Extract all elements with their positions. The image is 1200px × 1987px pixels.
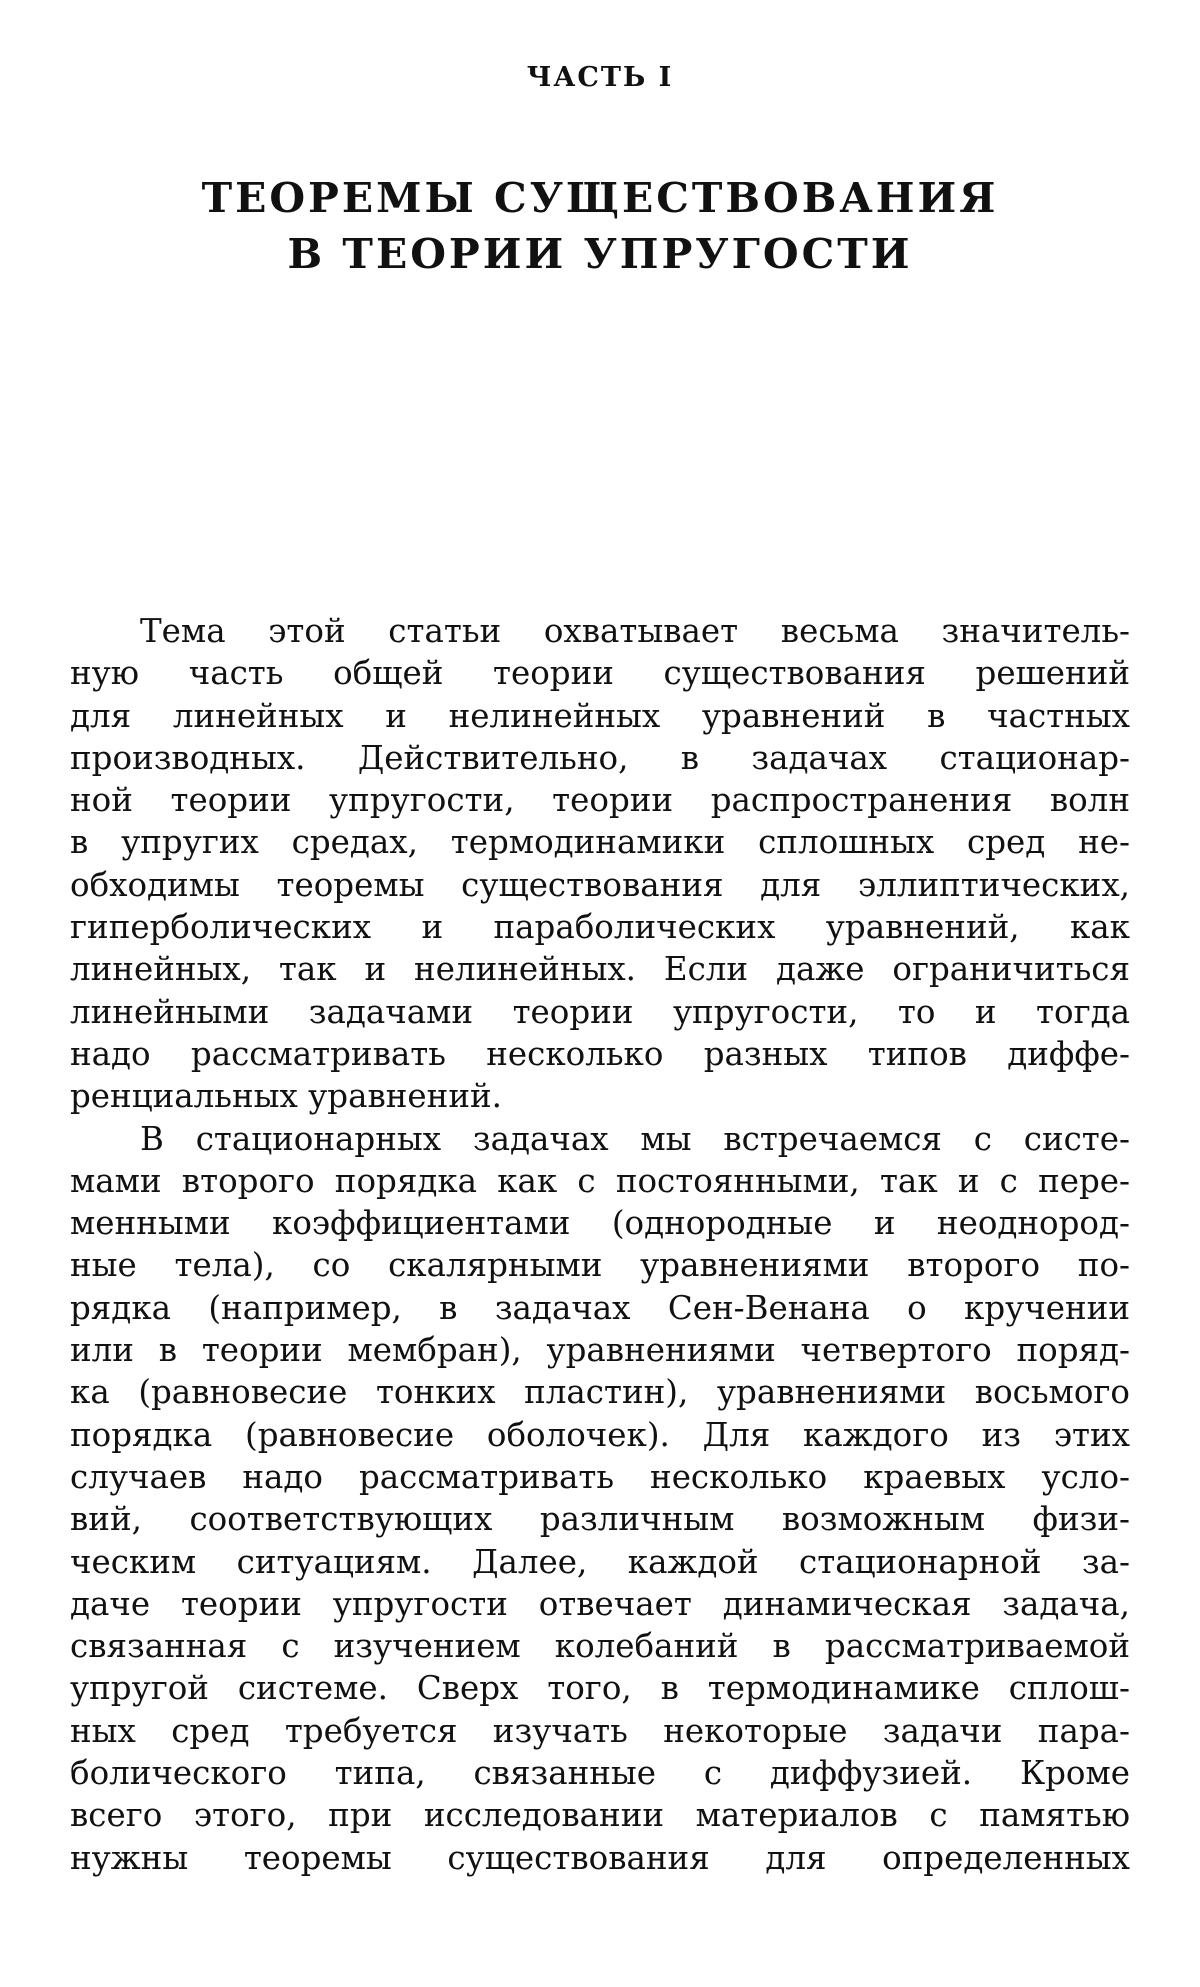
text-line: мами второго порядка как с постоянными, так и с пере-: [70, 1161, 1130, 1200]
text-line: ренциальных уравнений.: [70, 1077, 502, 1116]
text-line: связанная с изучением колебаний в рассматриваемой: [70, 1627, 1130, 1666]
text-line: гиперболических и параболических уравнений, как: [70, 908, 1130, 947]
text-line: упругой системе. Сверх того, в термодинамике сплош-: [70, 1669, 1130, 1708]
text-line: болического типа, связанные с диффузией. Кроме: [70, 1754, 1130, 1793]
text-line: Тема этой статьи охватывает весьма значитель-: [140, 612, 1130, 650]
text-line: случаев надо рассматривать несколько краевых усло-: [70, 1457, 1130, 1496]
text-line: нужны теоремы существования для определенных: [70, 1838, 1130, 1877]
text-line: обходимы теоремы существования для эллиптических,: [70, 865, 1130, 904]
part-title: [0, 170, 1200, 282]
text-line: В стационарных задачах мы встречаемся с систе-: [140, 1119, 1130, 1158]
text-line: всего этого, при исследовании материалов с памятью: [70, 1796, 1130, 1835]
text-line: ных сред требуется изучать некоторые задачи пара-: [70, 1711, 1130, 1750]
text-line: линейных, так и нелинейных. Если даже ограничиться: [70, 950, 1130, 989]
text-line: линейными задачами теории упругости, то и тогда: [70, 992, 1130, 1031]
title-line-2: В ТЕОРИИ УПРУГОСТИ: [287, 230, 913, 278]
text-line: даче теории упругости отвечает динамическая задача,: [70, 1584, 1130, 1623]
text-line: порядка (равновесие оболочек). Для каждого из этих: [70, 1415, 1130, 1454]
text-line: ческим ситуациям. Далее, каждой стационарной за-: [70, 1542, 1130, 1581]
text-line: в упругих средах, термодинамики сплошных сред не-: [70, 823, 1130, 862]
text-line: ную часть общей теории существования решений: [70, 654, 1130, 693]
text-line: производных. Действительно, в задачах стационар-: [70, 738, 1130, 777]
text-line: ные тела), со скалярными уравнениями второго по-: [70, 1246, 1130, 1285]
text-line: менными коэффициентами (однородные и неоднород-: [70, 1204, 1130, 1243]
text-line: ка (равновесие тонких пластин), уравнениями восьмого: [70, 1373, 1130, 1412]
title-line-1: ТЕОРЕМЫ СУЩЕСТВОВАНИЯ: [201, 174, 999, 222]
body-text: [70, 610, 1130, 1879]
text-line: надо рассматривать несколько разных типов диффе-: [70, 1034, 1130, 1073]
text-line: вий, соответствующих различным возможным физи-: [70, 1500, 1130, 1539]
text-line: рядка (например, в задачах Сен-Венана о кручении: [70, 1288, 1130, 1327]
text-line: или в теории мембран), уравнениями четвертого поряд-: [70, 1331, 1130, 1370]
part-label: ЧАСТЬ I: [526, 62, 674, 93]
text-line: ной теории упругости, теории распространения волн: [70, 781, 1130, 820]
text-line: для линейных и нелинейных уравнений в частных: [70, 696, 1130, 735]
